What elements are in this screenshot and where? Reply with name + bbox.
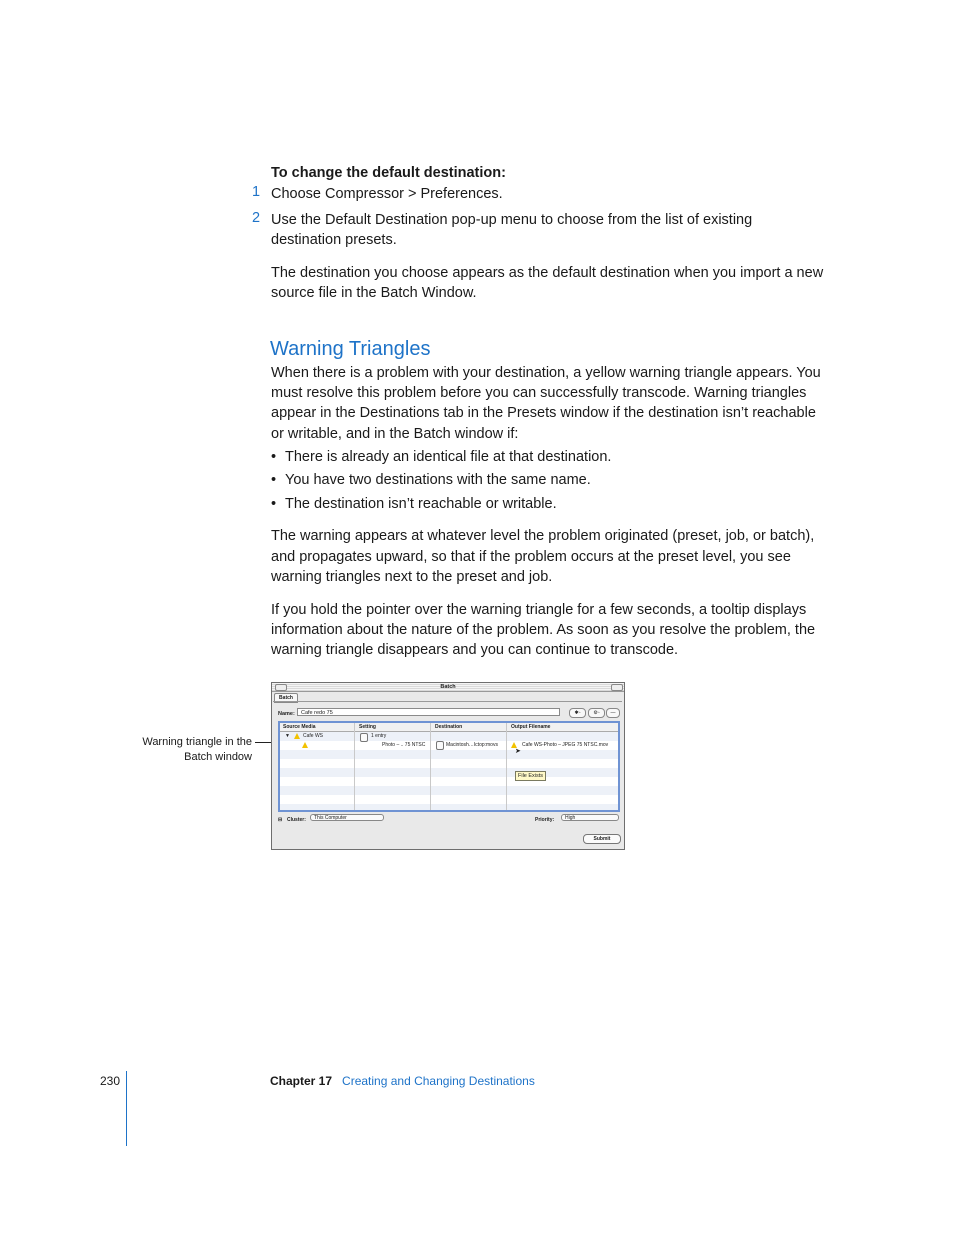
lock-icon: ⊟: [278, 817, 283, 823]
priority-label: Priority:: [535, 817, 555, 823]
tab-batch[interactable]: Batch: [274, 693, 298, 703]
callout-line: Batch window: [184, 751, 252, 763]
chapter-label: Chapter 17: [270, 1074, 333, 1088]
paragraph-line: If you hold the pointer over the warning triangle for a few seconds, a tooltip displays: [271, 602, 807, 618]
step-number: 2: [252, 210, 261, 226]
toolbar-toggle-icon[interactable]: [611, 684, 623, 691]
disclosure-triangle-icon[interactable]: ▼: [285, 733, 290, 739]
column-divider: [430, 723, 431, 810]
step-number: 1: [252, 184, 261, 200]
setting-name: Photo – .. 75 NTSC: [382, 742, 426, 748]
paragraph-line: The destination you choose appears as the default destination when you import a new: [271, 265, 824, 281]
job-name: Cafe WS: [303, 733, 324, 739]
row-stripe: [280, 768, 618, 777]
paragraph-line: source file in the Batch Window.: [271, 285, 477, 301]
column-divider: [354, 723, 355, 810]
bullet-marker: •: [271, 496, 277, 512]
bullet-item: • There is already an identical file at that destination.: [271, 447, 611, 467]
submit-button[interactable]: Submit: [583, 834, 621, 844]
warning-triangle-icon[interactable]: [294, 733, 300, 739]
bullet-item: • The destination isn’t reachable or writable.: [271, 494, 557, 514]
step-text-line: Use the Default Destination pop-up menu to choose from the list of existing: [271, 212, 753, 228]
column-header[interactable]: Output Filename: [511, 724, 551, 730]
paragraph-line: The warning appears at whatever level the problem originated (preset, job, or batch),: [271, 528, 815, 544]
row-stripe: [280, 786, 618, 795]
paragraph-line: and propagates upward, so that if the problem occurs at the preset level, you see: [271, 549, 791, 565]
batch-panel: [273, 701, 622, 849]
batch-window-screenshot: [271, 682, 625, 850]
callout-label: [120, 735, 252, 765]
output-filename: Cafe WS-Photo – JPEG 75 NTSC.mov: [522, 742, 609, 748]
bullet-marker: •: [271, 449, 277, 465]
bullet-marker: •: [271, 472, 277, 488]
destination-popup-icon[interactable]: [436, 741, 444, 750]
step-text: Choose Compressor > Preferences.: [271, 186, 503, 202]
remove-button[interactable]: —: [606, 708, 620, 718]
destination-menu-button[interactable]: ⚙◦: [588, 708, 605, 718]
section-heading: Warning Triangles: [270, 338, 431, 360]
batch-name-input[interactable]: Cafe redo 75: [297, 708, 560, 716]
name-label: Name:: [278, 711, 295, 717]
job-table: [278, 721, 620, 812]
setting-count: 1 entry: [371, 733, 387, 739]
row-stripe: [280, 804, 618, 810]
paragraph-line: warning triangles next to the preset and job.: [271, 569, 553, 585]
footer-rule: [126, 1071, 127, 1146]
column-header[interactable]: Setting: [359, 724, 376, 730]
row-stripe: [280, 750, 618, 759]
running-footer: [270, 1074, 535, 1088]
paragraph-line: information about the nature of the problem. As soon as you resolve the problem, the: [271, 622, 816, 638]
window-title: Batch: [440, 684, 456, 690]
chapter-title: Creating and Changing Destinations: [342, 1074, 535, 1088]
procedure-title: To change the default destination:: [271, 165, 506, 181]
cluster-label: Cluster:: [287, 817, 306, 823]
column-header[interactable]: Source Media: [283, 724, 316, 730]
file-exists-tooltip: File Exists: [515, 771, 546, 781]
row-stripe: [280, 732, 618, 741]
column-divider: [506, 723, 507, 810]
paragraph-line: appear in the Destinations tab in the Presets window if the destination isn’t reachable: [271, 405, 816, 421]
bullet-item: • You have two destinations with the same name.: [271, 470, 591, 490]
cluster-select[interactable]: This Computer: [310, 814, 384, 821]
callout-line: Warning triangle in the: [142, 736, 252, 748]
settings-menu-button[interactable]: ✱◦: [569, 708, 586, 718]
destination-name: Macintosh…Ictop:movs: [446, 742, 498, 748]
window-titlebar: [272, 683, 624, 692]
table-header: [280, 723, 618, 732]
page-number: 230: [100, 1074, 121, 1088]
close-window-icon[interactable]: [275, 684, 287, 691]
paragraph-line: or writable, and in the Batch window if:: [271, 426, 519, 442]
paragraph-line: must resolve this problem before you can successfully transcode. Warning triangles: [271, 385, 807, 401]
setting-popup-icon[interactable]: [360, 733, 368, 742]
priority-select[interactable]: High: [561, 814, 619, 821]
mouse-pointer-icon: ➤: [515, 748, 521, 755]
paragraph-line: warning triangle disappears and you can continue to transcode.: [271, 642, 679, 658]
column-header[interactable]: Destination: [435, 724, 463, 730]
warning-triangle-icon[interactable]: [302, 742, 308, 748]
paragraph-line: When there is a problem with your destination, a yellow warning triangle appears. You: [271, 365, 821, 381]
step-text-line: destination presets.: [271, 232, 397, 248]
